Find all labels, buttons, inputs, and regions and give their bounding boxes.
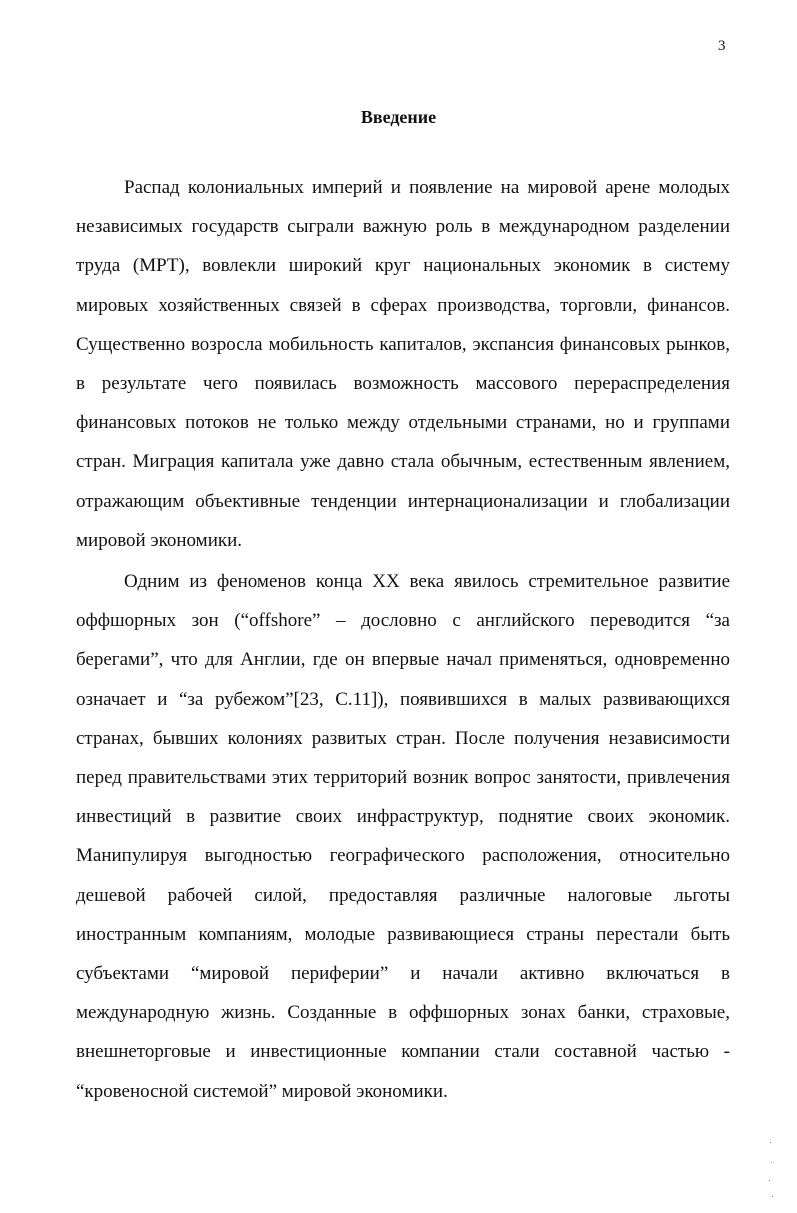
paragraph-2: Одним из феноменов конца XX века явилось стремительное развитие оффшорных зон (“offshore” – дословно с английского переводится “за берегами”, что для Англии, где он впервые начал применяться, одновременно означает и “за рубежом”[23, С.11]), появившихся в малых развивающихся странах, бывших колониях развитых стран. После получения независимости перед правительствами этих территорий возник вопрос занятости, привлечения инвестиций в развитие своих инфраструктур, поднятие своих экономик. Манипулируя выгодностью географического расположения, относительно дешевой рабочей силой, предоставляя различные налоговые льготы иностранным компаниям, молодые развивающиеся страны перестали быть субъектами “мировой периферии” и начали активно включаться в международную жизнь. Созданные в оффшорных зонах банки, страховые, внешнеторговые и инвестиционные компании стали составной частью - “кровеносной системой” мировой экономики. bbox=[76, 571, 730, 1102]
scan-artifacts bbox=[768, 1140, 774, 1200]
page-title: Введение bbox=[360, 107, 437, 127]
page-number: 3 bbox=[718, 38, 726, 54]
paragraph-1: Распад колониальных империй и появление на мировой арене молодых независимых государств сыграли важную роль в международном разделении труда (МРТ), вовлекли широкий круг национальных экономик в систему мировых хозяйственных связей в сферах производства, торговли, финансов. Существенно возросла мобильность капиталов, экспансия финансовых рынков, в результате чего появилась возможность массового перераспределения финансовых потоков не только между отдельными странами, но и группами стран. Миграция капитала уже давно стала обычным, естественным явлением, отражающим объективные тенденции интернационализации и глобализации мировой экономики. bbox=[76, 177, 730, 551]
